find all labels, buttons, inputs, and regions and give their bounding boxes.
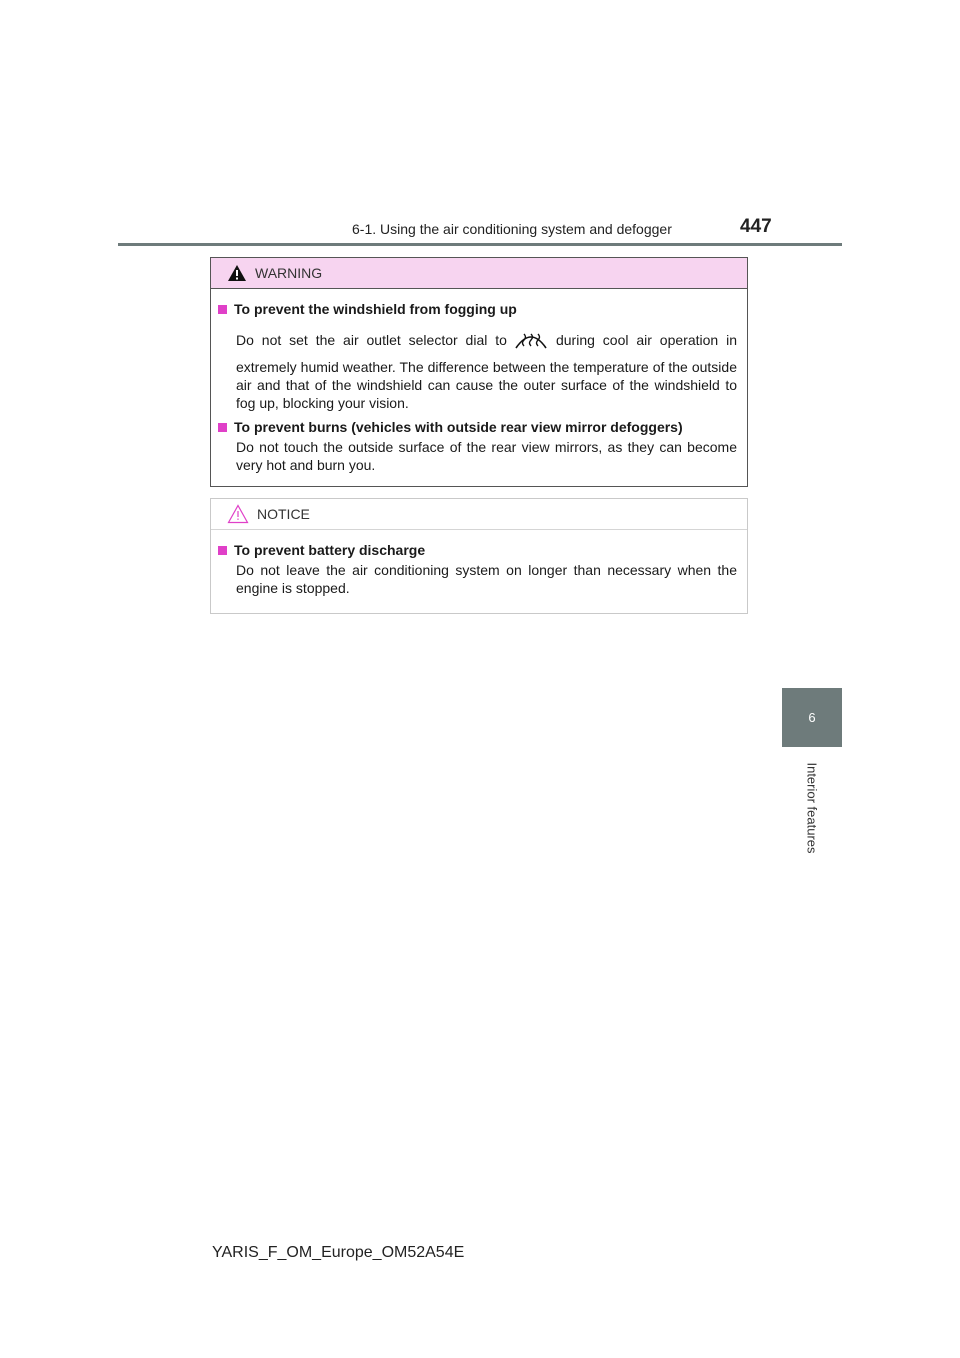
windshield-defogger-icon [513, 328, 549, 352]
notice-box [210, 498, 748, 614]
section-bullet [218, 423, 227, 432]
notice-body [211, 530, 747, 597]
warning-body [211, 289, 747, 474]
section-title-text: To prevent burns (vehicles with outside rear view mirror defoggers) [234, 419, 683, 435]
chapter-number: 6 [808, 710, 816, 725]
warning-heading: WARNING [255, 265, 323, 281]
caution-outline-icon [227, 504, 249, 524]
defog-instruction-line [236, 326, 737, 354]
document-code: YARIS_F_OM_Europe_OM52A54E [212, 1244, 465, 1261]
warning-section-title [218, 418, 737, 436]
section-title-text: To prevent the windshield from fogging up [234, 301, 517, 317]
section-bullet [218, 546, 227, 555]
section-title: 6-1. Using the air conditioning system and defogger [352, 221, 672, 237]
warning-icon [227, 264, 247, 282]
header-divider [118, 243, 842, 246]
warning-paragraph: extremely humid weather. The difference between the temperature of the outside air and that of the windshield can cause the outer surface of the windshield to fog up, blocking your vision. [236, 359, 737, 411]
page-number: 447 [740, 216, 772, 237]
text-after-icon: during cool air operation in [555, 332, 737, 348]
warning-paragraph: Do not touch the outside surface of the rear view mirrors, as they can become very hot and burn you. [236, 439, 737, 473]
notice-section-title [218, 541, 737, 559]
notice-paragraph: Do not leave the air conditioning system on longer than necessary when the engine is stopped. [236, 562, 737, 596]
text-before-icon: Do not set the air outlet selector dial to [236, 332, 507, 348]
section-title-text: To prevent battery discharge [234, 542, 426, 558]
chapter-tab [782, 688, 842, 747]
chapter-label: Interior features [804, 762, 820, 854]
notice-heading: NOTICE [257, 506, 310, 522]
section-bullet [218, 305, 227, 314]
notice-header [211, 499, 747, 530]
warning-box [210, 257, 748, 487]
warning-header [211, 258, 747, 289]
warning-section-title [218, 300, 737, 318]
